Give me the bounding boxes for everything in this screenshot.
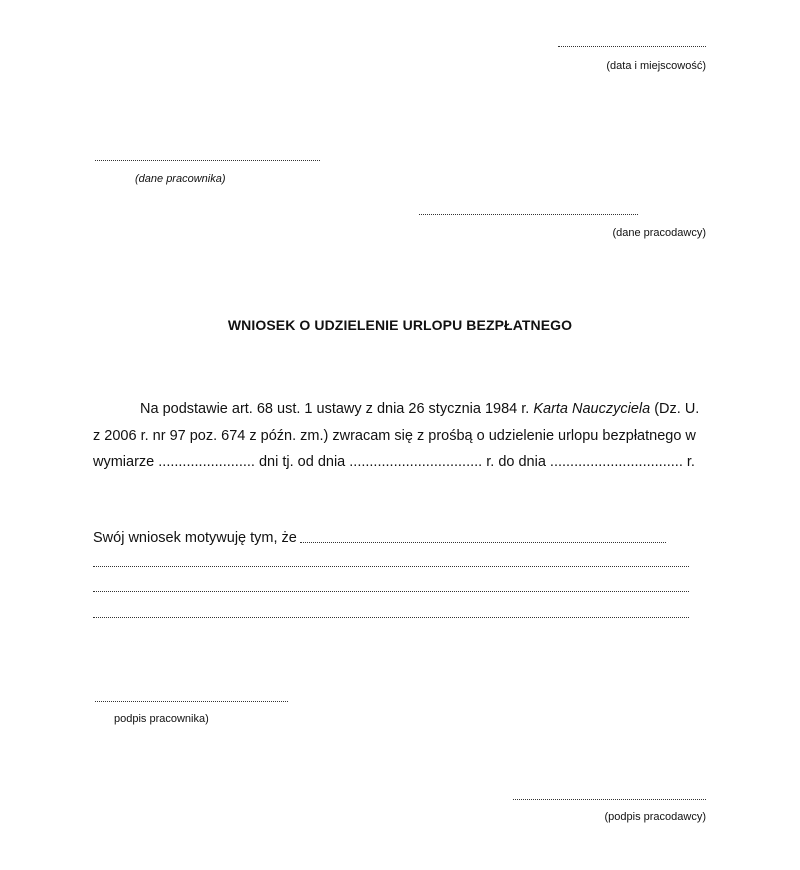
paragraph-line-1 [140,401,699,417]
justification-line-2[interactable] [93,591,689,592]
date-place-line[interactable] [558,46,706,47]
employee-data-line[interactable] [95,160,320,161]
paragraph-line-1-prefix: Na podstawie art. 68 ust. 1 ustawy z dnia 26 stycznia 1984 r. [140,401,534,417]
act-name: Karta Nauczyciela [533,401,651,417]
justification-line-0[interactable] [300,542,666,543]
employee-signature-label: podpis pracownika) [114,713,209,725]
employer-signature-line[interactable] [513,799,706,800]
date-place-label: (data i miejscowość) [606,60,706,72]
paragraph-line-1-suffix: (Dz. U. [650,401,700,417]
justification-line-3[interactable] [93,617,689,618]
employer-data-label: (dane pracodawcy) [612,227,706,239]
paragraph-line-2: z 2006 r. nr 97 poz. 674 z późn. zm.) zwracam się z prośbą o udzielenie urlopu bezpłatnego w [93,428,696,444]
employee-data-label: (dane pracownika) [135,173,226,185]
paragraph-line-3: wymiarze ........................ dni tj. od dnia ................................. r. do dnia ................................. r. [93,454,695,470]
justification-lead: Swój wniosek motywuję tym, że [93,530,297,546]
employee-signature-line[interactable] [95,701,288,702]
employer-data-line[interactable] [419,214,638,215]
justification-line-1[interactable] [93,566,689,567]
employer-signature-label: (podpis pracodawcy) [604,811,706,823]
document-title: WNIOSEK O UDZIELENIE URLOPU BEZPŁATNEGO [227,317,573,333]
